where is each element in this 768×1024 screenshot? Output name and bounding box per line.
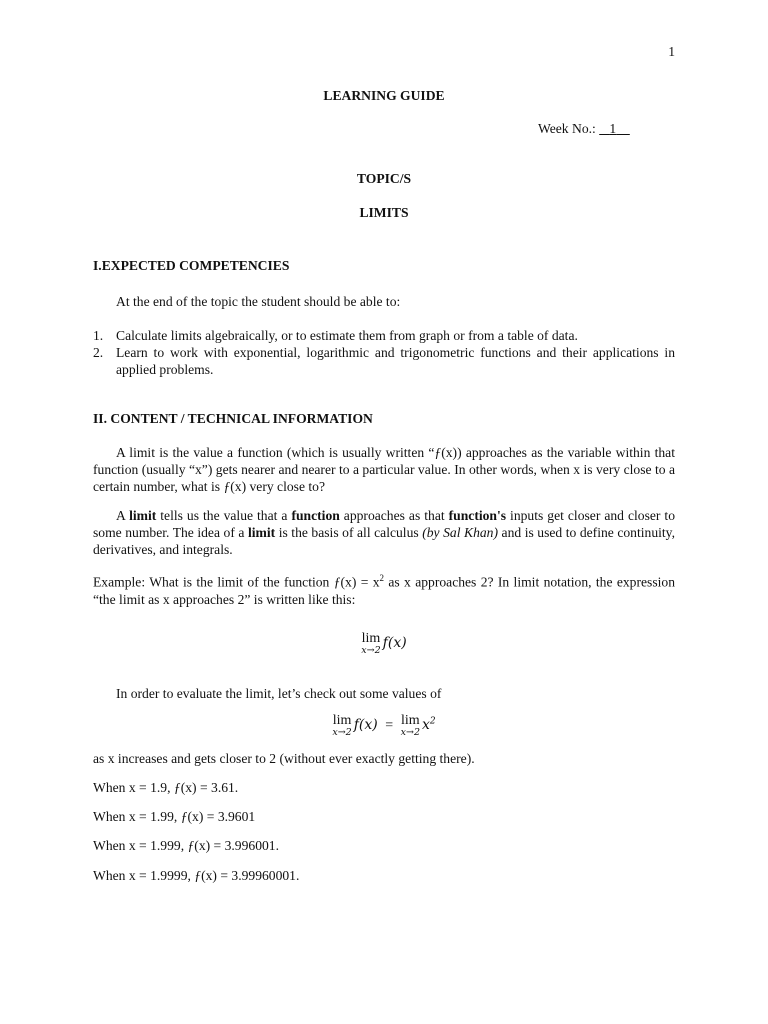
limit-operator: lim x→2 — [361, 631, 381, 656]
paragraph-approach: as x increases and gets closer to 2 (without ever exactly getting there). — [93, 751, 475, 766]
value-line: When x = 1.999, ƒ(x) = 3.996001. — [93, 838, 279, 853]
paragraph-evaluate: In order to evaluate the limit, let’s check out some values of — [116, 686, 442, 701]
document-title: LEARNING GUIDE — [323, 88, 445, 103]
section1-intro: At the end of the topic the student should be able to: — [116, 294, 401, 309]
topic-label: TOPIC/S — [356, 171, 412, 186]
topic-title: LIMITS — [359, 205, 409, 220]
limit-operator: lim x→2 — [400, 713, 421, 738]
paragraph-limit-definition: A limit is the value a function (which is usually written “ƒ(x)) approaches as the variable within that function (usually “x”) gets nearer and nearer to a particular value. In other words, when x is very close to a certain number, what is ƒ(x) very close to? — [93, 445, 675, 494]
list-item: 2. Learn to work with exponential, logarithmic and trigonometric functions and their applications in applied problems. — [93, 345, 675, 377]
limit-equation-squared: lim x→2 f(x) = lim x→2 $x^2$ — [332, 713, 436, 738]
page-number: 1 — [668, 44, 675, 59]
list-item: 1. Calculate limits algebraically, or to estimate them from graph or from a table of data. — [93, 328, 578, 343]
week-number — [538, 121, 630, 137]
section1-heading: I.EXPECTED COMPETENCIES — [93, 258, 290, 273]
value-line: When x = 1.9999, ƒ(x) = 3.99960001. — [93, 868, 300, 883]
paragraph-limit-explanation: A limit tells us the value that a function approaches as that function's inputs get closer and closer to some number. The idea of a limit is the basis of all calculus (by Sal Khan) and is used to define continuity, derivatives, and integrals. — [93, 508, 675, 557]
limit-equation: lim x→2 f(x) — [361, 631, 407, 656]
week-value: 1 — [609, 121, 617, 136]
value-line: When x = 1.99, ƒ(x) = 3.9601 — [93, 809, 256, 824]
value-line: When x = 1.9, ƒ(x) = 3.61. — [93, 780, 239, 795]
paragraph-example: Example: What is the limit of the function ƒ(x) = $x^2$ as x approaches 2? In limit notation, the expression “the limit as x approaches 2” is written like this: — [93, 573, 675, 607]
week-label: Week No.: — [538, 121, 596, 136]
section2-heading: II. CONTENT / TECHNICAL INFORMATION — [93, 411, 373, 426]
competency-list — [93, 327, 675, 378]
limit-operator: lim x→2 — [332, 713, 352, 738]
